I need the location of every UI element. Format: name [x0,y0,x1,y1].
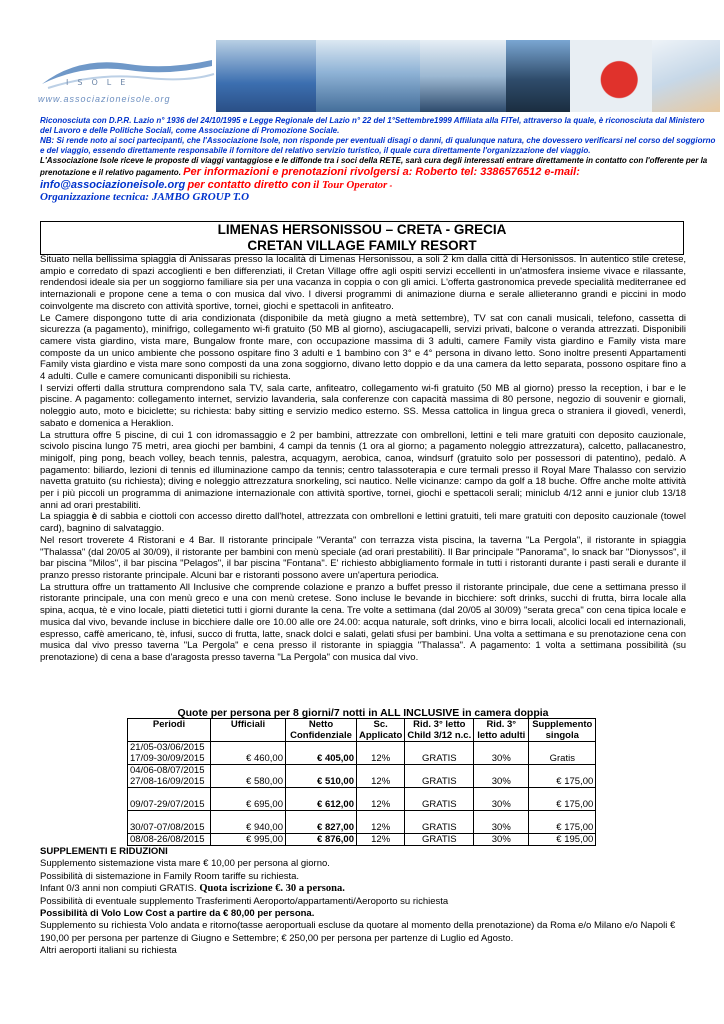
period-line: 08/08-26/08/2015 [130,834,205,845]
cell-ufficiali: € 995,00 [211,834,286,846]
period-line: 27/08-16/09/2015 [130,776,205,787]
paragraph-restaurants: Nel resort troverete 4 Ristorani e 4 Bar. Il ristorante principale "Veranta" con terrazza vista piscina, la taverna "La Pergola", il ristorante in spiaggia "Thalassa" (dal 20/05 al 30/09), il ristorante per bambini con menù speciale (ad orari prestabiliti). Il Bar principale "Panorama", lo snack bar "Dionyssos", il bar piscina "Milos", il bar piscina "Pelagos", il bar piscina "Fontana". E' richiesto abbigliamento formale in tutti i ristoranti durante i pasti serali e durante il pranzo presso ristorante principale. Alcuni bar e ristoranti possono avere un'apertura periodica. [40,534,686,581]
disclaimer-note: NB: Si rende noto ai soci partecipanti, che l'Associazione Isole, non risponde per eventuali disagi o danni, di qualunque natura, che dovessero verificarsi nel corso del soggiorno e del viaggio, essendo direttamente responsabile il fornitore del relativo servizio turistico, il quale cura direttamente l'organizzazione del viaggio. [40,136,716,155]
col-singola: Supplemento singola [529,719,596,742]
photo-sail-icon [652,40,720,112]
dash: - [389,181,393,190]
contact-paragraph [40,156,716,192]
title-resort: CRETAN VILLAGE FAMILY RESORT [247,238,477,253]
cell-periodi [128,788,211,811]
cell-sconto: 12% [357,811,405,834]
paragraph-location: Situato nella bellissima spiaggia di Anissaras presso la località di Limenas Hersonissou, a soli 2 km dalla città di Hersonissos. In autentico stile cretese, ampio e corredato di spazi accoglienti e ben differenziati, il Cretan Village offre agli ospiti servizi eccellenti in un'atmosfera insieme vivace e rilassante, rendendosi ideale sia per un soggiorno familiare sia per una vacanza in coppia o con gli amici. L'offerta gastronomica prevede specialità mediterranee ed internazionali e propone cene a tema o con musica dal vivo. I diversi programmi di animazione diurna e serale allieteranno grandi e piccini in modo coinvolgente ma discreto con attività sportive, tornei, giochi e spettacoli in anfiteatro. [40,254,686,312]
photo-strip [216,40,720,112]
supplements-section [40,846,700,958]
tech-organization: Organizzazione tecnica: JAMBO GROUP T.O [40,191,250,203]
photo-harbor-icon [420,40,506,112]
cell-netto: € 405,00 [286,742,357,765]
price-table [127,718,596,846]
beach-pre: La spiaggia [40,511,89,523]
col-netto: Netto Confidenziale [286,719,357,742]
period-line: 30/07-07/08/2015 [130,822,205,833]
cell-periodi [128,765,211,788]
infant-text: Infant 0/3 anni non compiuti GRATIS. [40,883,197,895]
paragraph-services: I servizi offerti dalla struttura comprendono sala TV, sala carte, anfiteatro, collegamento wi-fi gratuito (50 MB al giorno) presso la reception, i bar e le piscine. A pagamento: collegamento internet, servizio lavanderia, sala conferenze con capacità massima di 80 persone, negozio di souvenir e giornali, noleggio auto, moto e biciclette; su richiesta: baby sitting e servizio medico esterno. SS. Messa cattolica in lingua greca o straniera il giovedì, venerdì, sabato e domenica a Heraklion. [40,382,686,429]
supplement-line [40,883,700,895]
paragraph-facilities: La struttura offre 5 piscine, di cui 1 con idromassaggio e 2 per bambini, attrezzate con ombrelloni, lettini e teli mare gratuiti con deposito cauzionale, scivolo piscina lungo 75 metri, area giochi per bambini, 4 campi da tennis (1 ora al giorno; a pagamento noleggio attrezzatura), calcetto, pallacanestro, minigolf, ping pong, beach volley, beach tennis, palestra, acquagym, aerobica, canoa, windsurf (gratuito solo per possessori di patentino), pedalò. A pagamento: biliardo, lezioni di tennis ed illuminazione campo da tennis; centro talassoterapia e cure termali presso il Royal Mare Thalasso con servizio navetta gratuito (su richiesta); diving e noleggio attrezzatura snorkeling, sci nautico. Nelle vicinanze: campo da golf a 18 buche. Offre anche molte attività per i più piccoli un programma di animazione internazionale con attività sportive, tornei, giochi e spettacoli serali; miniclub 4/12 anni e junior club 13/18 anni ad orari prestabiliti. [40,429,686,511]
cell-sconto: 12% [357,765,405,788]
table-row [128,765,596,788]
supplement-line: Possibilità di sistemazione in Family Room tariffe su richiesta. [40,870,300,882]
cell-netto: € 612,00 [286,788,357,811]
cell-rid-adulti: 30% [474,742,529,765]
tour-operator: il Tour Operator [313,179,388,191]
table-row [128,811,596,834]
paragraph-beach [40,511,686,534]
cell-rid-child: GRATIS [405,788,474,811]
paragraph-rooms: Le Camere dispongono tutte di aria condizionata (disponibile da metà giugno a metà settembre), TV sat con canali musicali, telefono, cassetta di sicurezza (a pagamento), minifrigo, collegamento wi-fi gratuito (50 MB al giorno), asciugacapelli, servizi privati, balcone o veranda attrezzati. Disponibili camere vista giardino, vista mare, Bungalow fronte mare, con occupazione massima di 3 adulti, camere Family vista giardino e Family vista mare composte da un unico ambiente che possono ospitare fino 3 adulti e 1 bambino con 3° e 4° persona in divano letto. Sono inoltre presenti Appartamenti Family vista giardino e vista mare sono composti da una zona soggiorno, divano letto doppio e da una camera da letto separata, possono ospitare fino a 4 adulti. Culle e camere comunicanti disponibili su richiesta. [40,312,686,383]
supplement-line: Altri aeroporti italiani su richiesta [40,945,177,957]
photo-balloon-icon [570,40,652,112]
cell-singola: € 195,00 [529,834,596,846]
supplement-line: Supplemento su richiesta Volo andata e ritorno(tasse aeroportuali escluse da quotare al momento della prenotazione) da Roma e/o Milano e/o Napoli € 190,00 per persona per partenze di Giugno e Settembre; € 250,00 per persona per partenze di Luglio ed Agosto. [40,920,676,944]
contact-email-link[interactable]: info@associazioneisole.org [40,179,186,191]
cell-singola: € 175,00 [529,788,596,811]
cell-singola: € 175,00 [529,811,596,834]
cell-rid-child: GRATIS [405,765,474,788]
col-periodi: Periodi [128,719,211,742]
cell-sconto: 12% [357,742,405,765]
table-row [128,788,596,811]
col-sconto: Sc. Applicato [357,719,405,742]
logo-url: www.associazioneisole.org [38,94,171,104]
cell-singola: € 175,00 [529,765,596,788]
col-ufficiali: Ufficiali [211,719,286,742]
cell-netto: € 876,00 [286,834,357,846]
cell-rid-adulti: 30% [474,834,529,846]
supplement-line [40,908,700,920]
cell-sconto: 12% [357,834,405,846]
col-rid-child: Rid. 3° letto Child 3/12 n.c. [405,719,474,742]
price-table-header [128,719,596,742]
table-row [128,742,596,765]
isole-logo [38,40,216,112]
price-table-title: Quote per persona per 8 giorni/7 notti in ALL INCLUSIVE in camera doppia [177,707,549,719]
cell-periodi [128,811,211,834]
cell-ufficiali: € 695,00 [211,788,286,811]
registration-fee: Quota iscrizione €. 30 a persona. [199,883,345,895]
wave-logo-icon [38,54,216,94]
contact-direct: per contatto diretto con [187,179,311,191]
cell-sconto: 12% [357,788,405,811]
cell-rid-adulti: 30% [474,788,529,811]
cell-netto: € 827,00 [286,811,357,834]
cell-rid-adulti: 30% [474,765,529,788]
supplements-heading: SUPPLEMENTI E RIDUZIONI [40,846,168,857]
cell-singola: Gratis [529,742,596,765]
cell-rid-child: GRATIS [405,742,474,765]
recognition-line: Riconosciuta con D.P.R. Lazio n° 1936 del 24/10/1995 e Legge Regionale del Lazio n° 22 del 1°Settembre1999 Affiliata alla FITel, attraverso la quale, è riconosciuta dal Ministero del Lavoro e delle Politiche Sociali, come Associazione di Promozione Sociale. [40,116,705,135]
col-rid-adulti: Rid. 3° letto adulti [474,719,529,742]
cell-periodi [128,834,211,846]
cell-ufficiali: € 580,00 [211,765,286,788]
photo-coast-icon [316,40,420,112]
table-row [128,834,596,846]
cell-periodi [128,742,211,765]
period-line [130,811,208,822]
association-info [40,116,716,202]
resort-title [40,221,684,255]
logo-text: ISOLE [66,78,135,87]
period-line: 21/05-03/06/2015 [130,742,205,753]
photo-rock-icon [506,40,570,112]
beach-post: di sabbia e ciottoli con accesso diretto dall'hotel, attrezzata con ombrelloni e lettini gratuiti, teli mare gratuiti con deposito cauzionale (towel card), bagnino di salvataggio. [40,511,687,535]
cell-ufficiali: € 940,00 [211,811,286,834]
header-banner [38,40,720,112]
beach-bold: è [91,511,98,523]
supplement-line: Possibilità di eventuale supplemento Trasferimenti Aeroporto/appartamenti/Aeroporto su richiesta [40,895,449,907]
cell-rid-adulti: 30% [474,811,529,834]
title-location: LIMENAS HERSONISSOU – CRETA - GRECIA [217,222,507,237]
contact-intro: L'Associazione Isole riceve le proposte di viaggi vantaggiose e le diffonde tra i soci della RETE, sarà cura degli interessati entrare direttamente in contatto con l'offerente per la prenotazione e il relativo pagamento. [40,156,708,177]
photo-sea-icon [216,40,316,112]
cell-netto: € 510,00 [286,765,357,788]
period-line [130,788,208,799]
cell-rid-child: GRATIS [405,811,474,834]
period-line: 17/09-30/09/2015 [130,753,205,764]
low-cost-flight: Possibilità di Volo Low Cost a partire da € 80,00 per persona. [40,908,315,920]
period-line: 09/07-29/07/2015 [130,799,205,810]
cell-ufficiali: € 460,00 [211,742,286,765]
cell-rid-child: GRATIS [405,834,474,846]
contact-info: Per informazioni e prenotazioni rivolgersi a: Roberto tel: 3386576512 e-mail: [183,166,580,178]
period-line: 04/06-08/07/2015 [130,765,205,776]
resort-description [40,254,686,664]
paragraph-all-inclusive: La struttura offre un trattamento All Inclusive che comprende colazione e pranzo a buffet presso il ristorante principale, due cene a settimana presso il ristorante principale, una con menù greco e una con menù cretese. Sono incluse le bevande in bicchiere: soft drinks, succhi di frutta, birra locale alla spina, acqua, tè e vino locale, piatti dietetici tutti i giorni durante la cena. Tre volte a settimana (dal 20/05 al 30/09) "serata greca" con cena tipica locale e musica dal vivo, bevande incluse in bicchiere dalle ore 10.00 alle ore 24.00: acqua naturale, soft drinks, vino e birra locali, alcolici locali ed internazionali, espresso, caffè americano, tè, infusi, succo di frutta, latte, snack dolci e salati, gelati sfusi per bambini. Una volta a settimana e su prenotazione cena con musica dal vivo presso taverna "La Pergola" e cena presso il ristorante in spiaggia "Thalassa". A pagamento: 1 volta a settimana possibilità (su prenotazione) di cena a base d'aragosta presso taverna "La Pergola" con musica dal vivo. [40,581,686,663]
supplement-line: Supplemento sistemazione vista mare € 10,00 per persona al giorno. [40,858,330,870]
